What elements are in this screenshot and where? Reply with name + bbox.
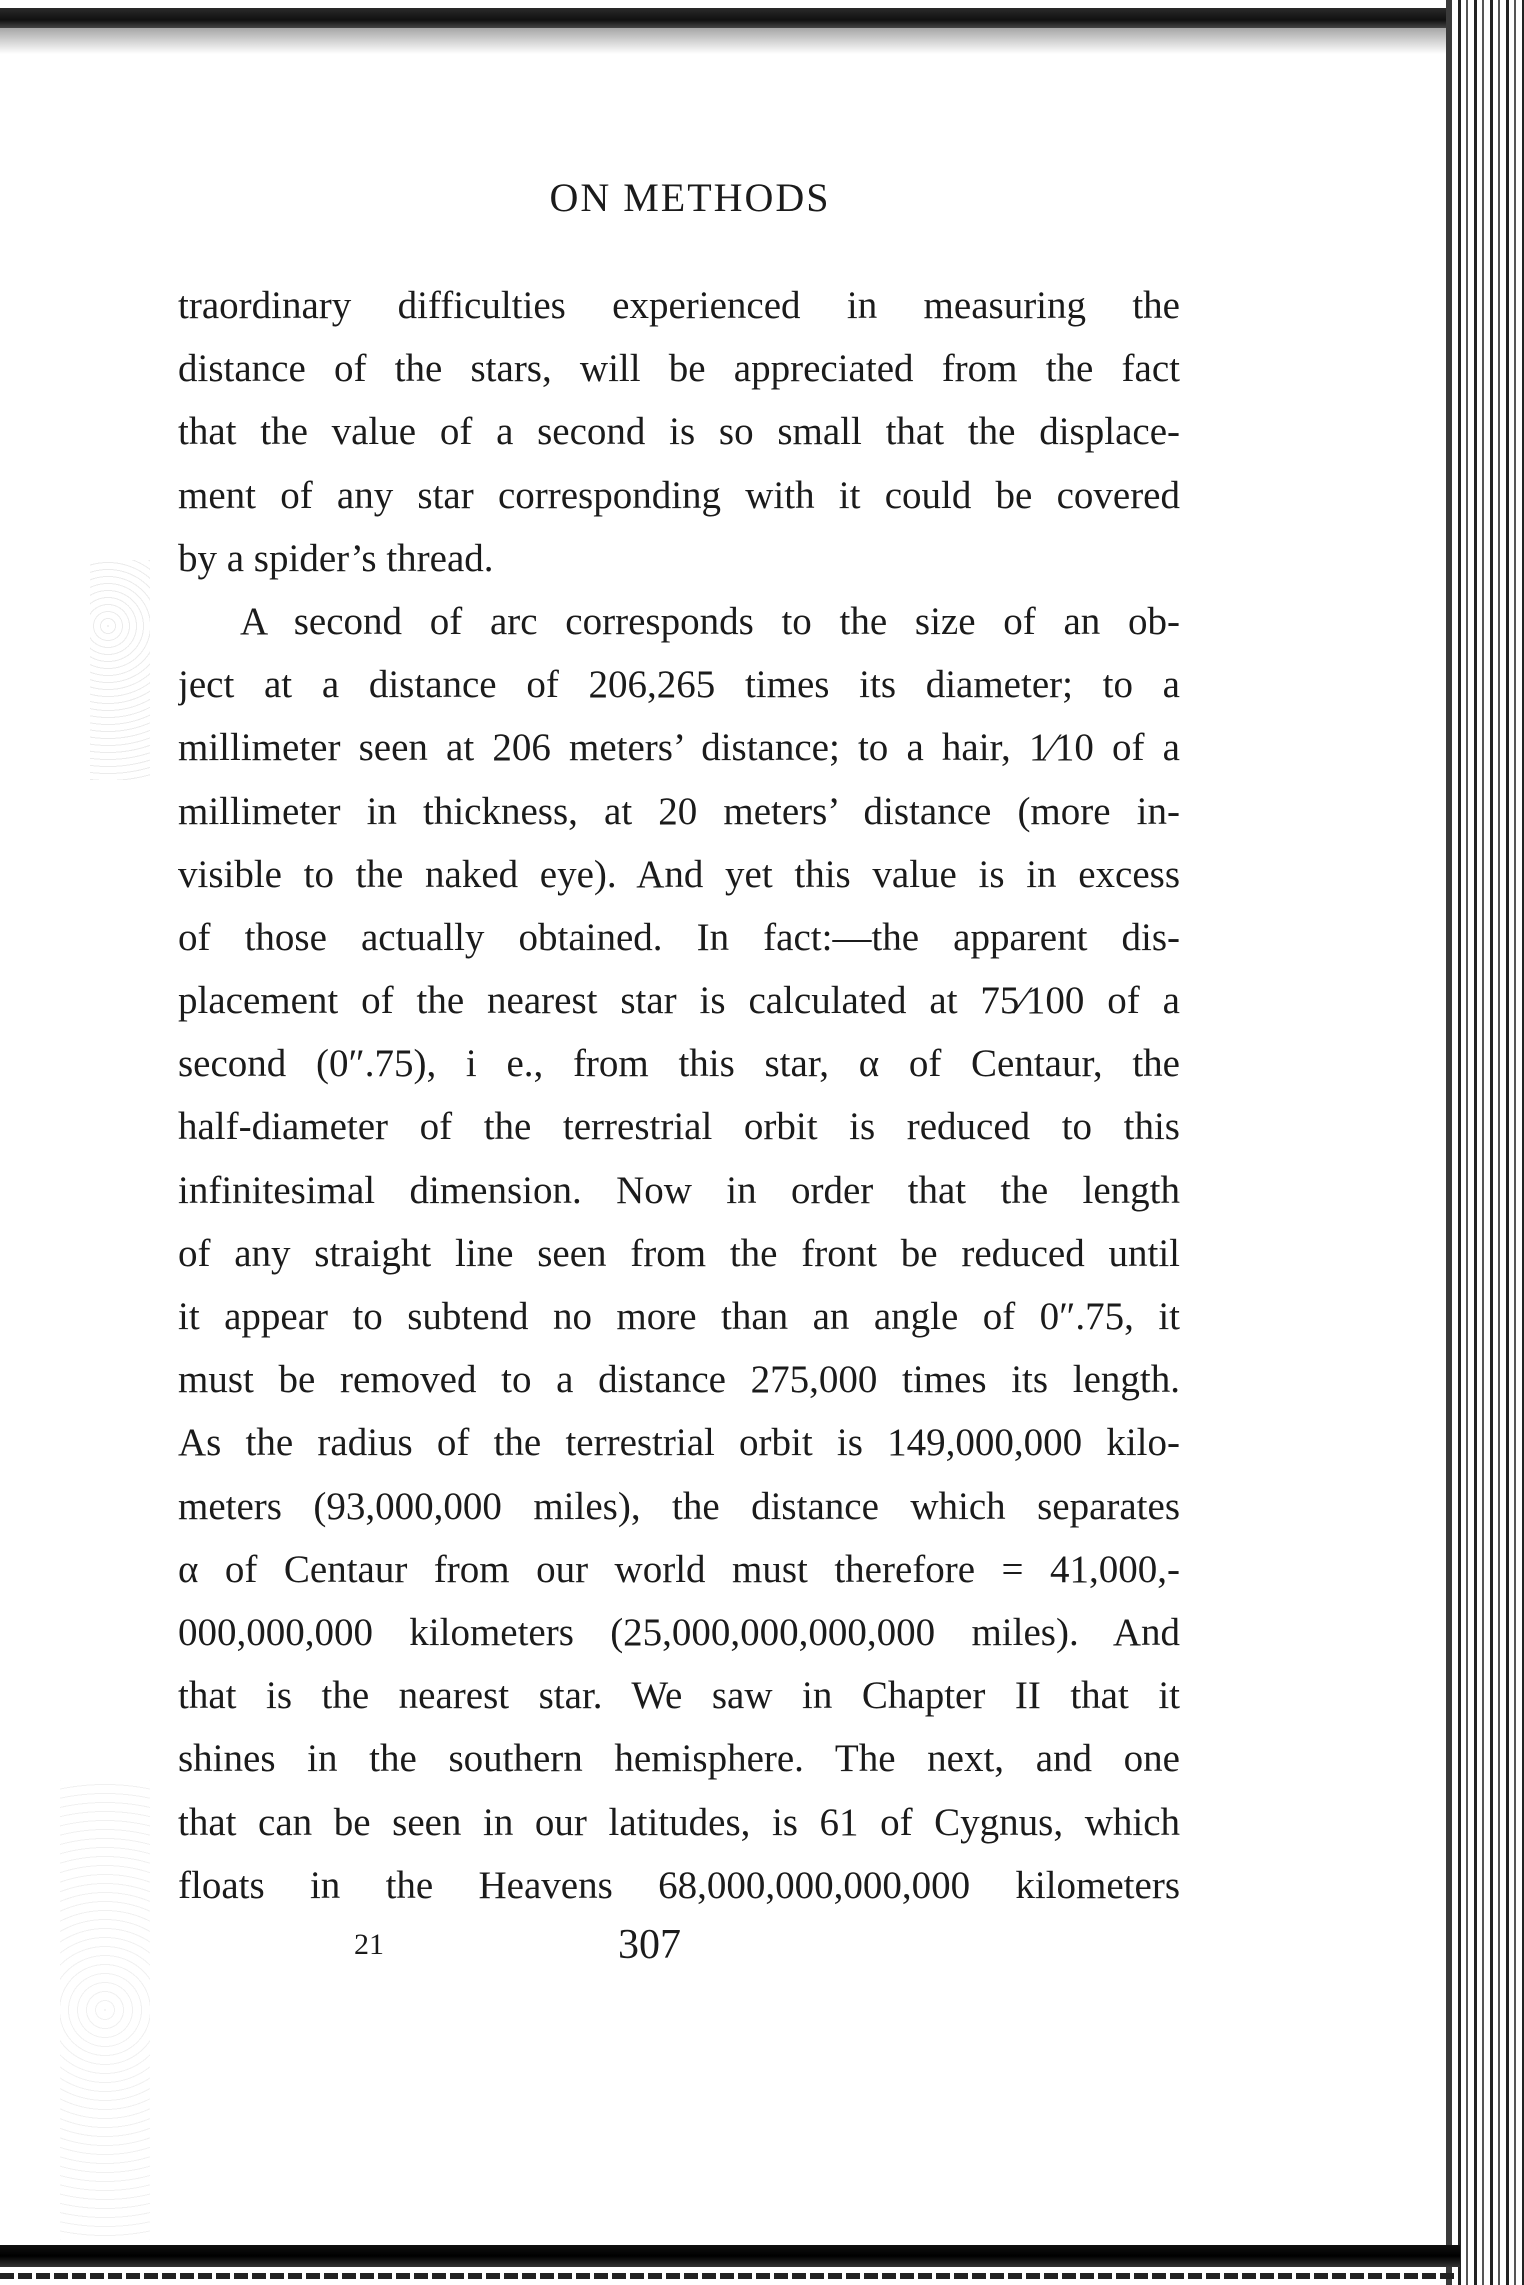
- page-number: 307: [618, 1922, 681, 1968]
- text-line: As the radius of the terrestrial orbit is 149,000,000 kilo-: [178, 1421, 1180, 1465]
- text-line: half-diameter of the terrestrial orbit is reduced to this: [178, 1105, 1180, 1149]
- text-line: that the value of a second is so small that the displace-: [178, 410, 1180, 454]
- text-line: traordinary difficulties experienced in measuring the: [178, 284, 1180, 327]
- scan-bottom-rule-thin: [0, 2273, 1460, 2279]
- text-line: α of Centaur from our world must therefore = 41,000,-: [178, 1547, 1180, 1591]
- text-line: second (0″.75), i e., from this star, α of Centaur, the: [178, 1042, 1180, 1086]
- scan-top-rule: [0, 8, 1470, 28]
- text-line: 000,000,000 kilometers (25,000,000,000,000 miles). And: [178, 1610, 1180, 1654]
- text-line: that can be seen in our latitudes, is 61 of Cygnus, which: [178, 1800, 1180, 1844]
- text-line: ment of any star corresponding with it could be covered: [178, 473, 1180, 517]
- scan-binding-stripes: [1452, 0, 1524, 2285]
- text-line: that is the nearest star. We saw in Chapter II that it: [178, 1674, 1180, 1718]
- text-line: meters (93,000,000 miles), the distance which separates: [178, 1484, 1180, 1528]
- text-line: millimeter in thickness, at 20 meters’ distance (more in-: [178, 789, 1180, 833]
- text-line: ject at a distance of 206,265 times its diameter; to a: [178, 663, 1180, 707]
- body-text: [178, 274, 1180, 1917]
- scan-top-shadow: [0, 28, 1470, 54]
- text-line: of those actually obtained. In fact:—the apparent dis-: [178, 915, 1180, 959]
- signature-mark: 21: [354, 1928, 384, 1961]
- paragraph: [178, 274, 1180, 590]
- text-line: of any straight line seen from the front be reduced until: [178, 1231, 1180, 1275]
- text-line: it appear to subtend no more than an angle of 0″.75, it: [178, 1295, 1180, 1338]
- text-line: distance of the stars, will be appreciated from the fact: [178, 347, 1180, 391]
- text-line: infinitesimal dimension. Now in order that the length: [178, 1168, 1180, 1212]
- text-line: placement of the nearest star is calculated at 75⁄100 of a: [178, 979, 1180, 1023]
- text-line: millimeter seen at 206 meters’ distance; to a hair, 1⁄10 of a: [178, 726, 1180, 770]
- text-line: must be removed to a distance 275,000 times its length.: [178, 1358, 1180, 1402]
- running-head: ON METHODS: [549, 175, 831, 220]
- text-line: by a spider’s thread.: [178, 536, 494, 580]
- scan-bottom-rule: [0, 2245, 1460, 2267]
- text-line: visible to the naked eye). And yet this value is in excess: [178, 852, 1180, 896]
- scan-speckle: [90, 560, 150, 780]
- text-line: A second of arc corresponds to the size of an ob-: [240, 599, 1180, 643]
- text-line: floats in the Heavens 68,000,000,000,000 kilometers: [178, 1863, 1180, 1907]
- paragraph: [178, 590, 1180, 1917]
- text-line: shines in the southern hemisphere. The next, and one: [178, 1737, 1180, 1781]
- scan-speckle: [60, 1780, 150, 2240]
